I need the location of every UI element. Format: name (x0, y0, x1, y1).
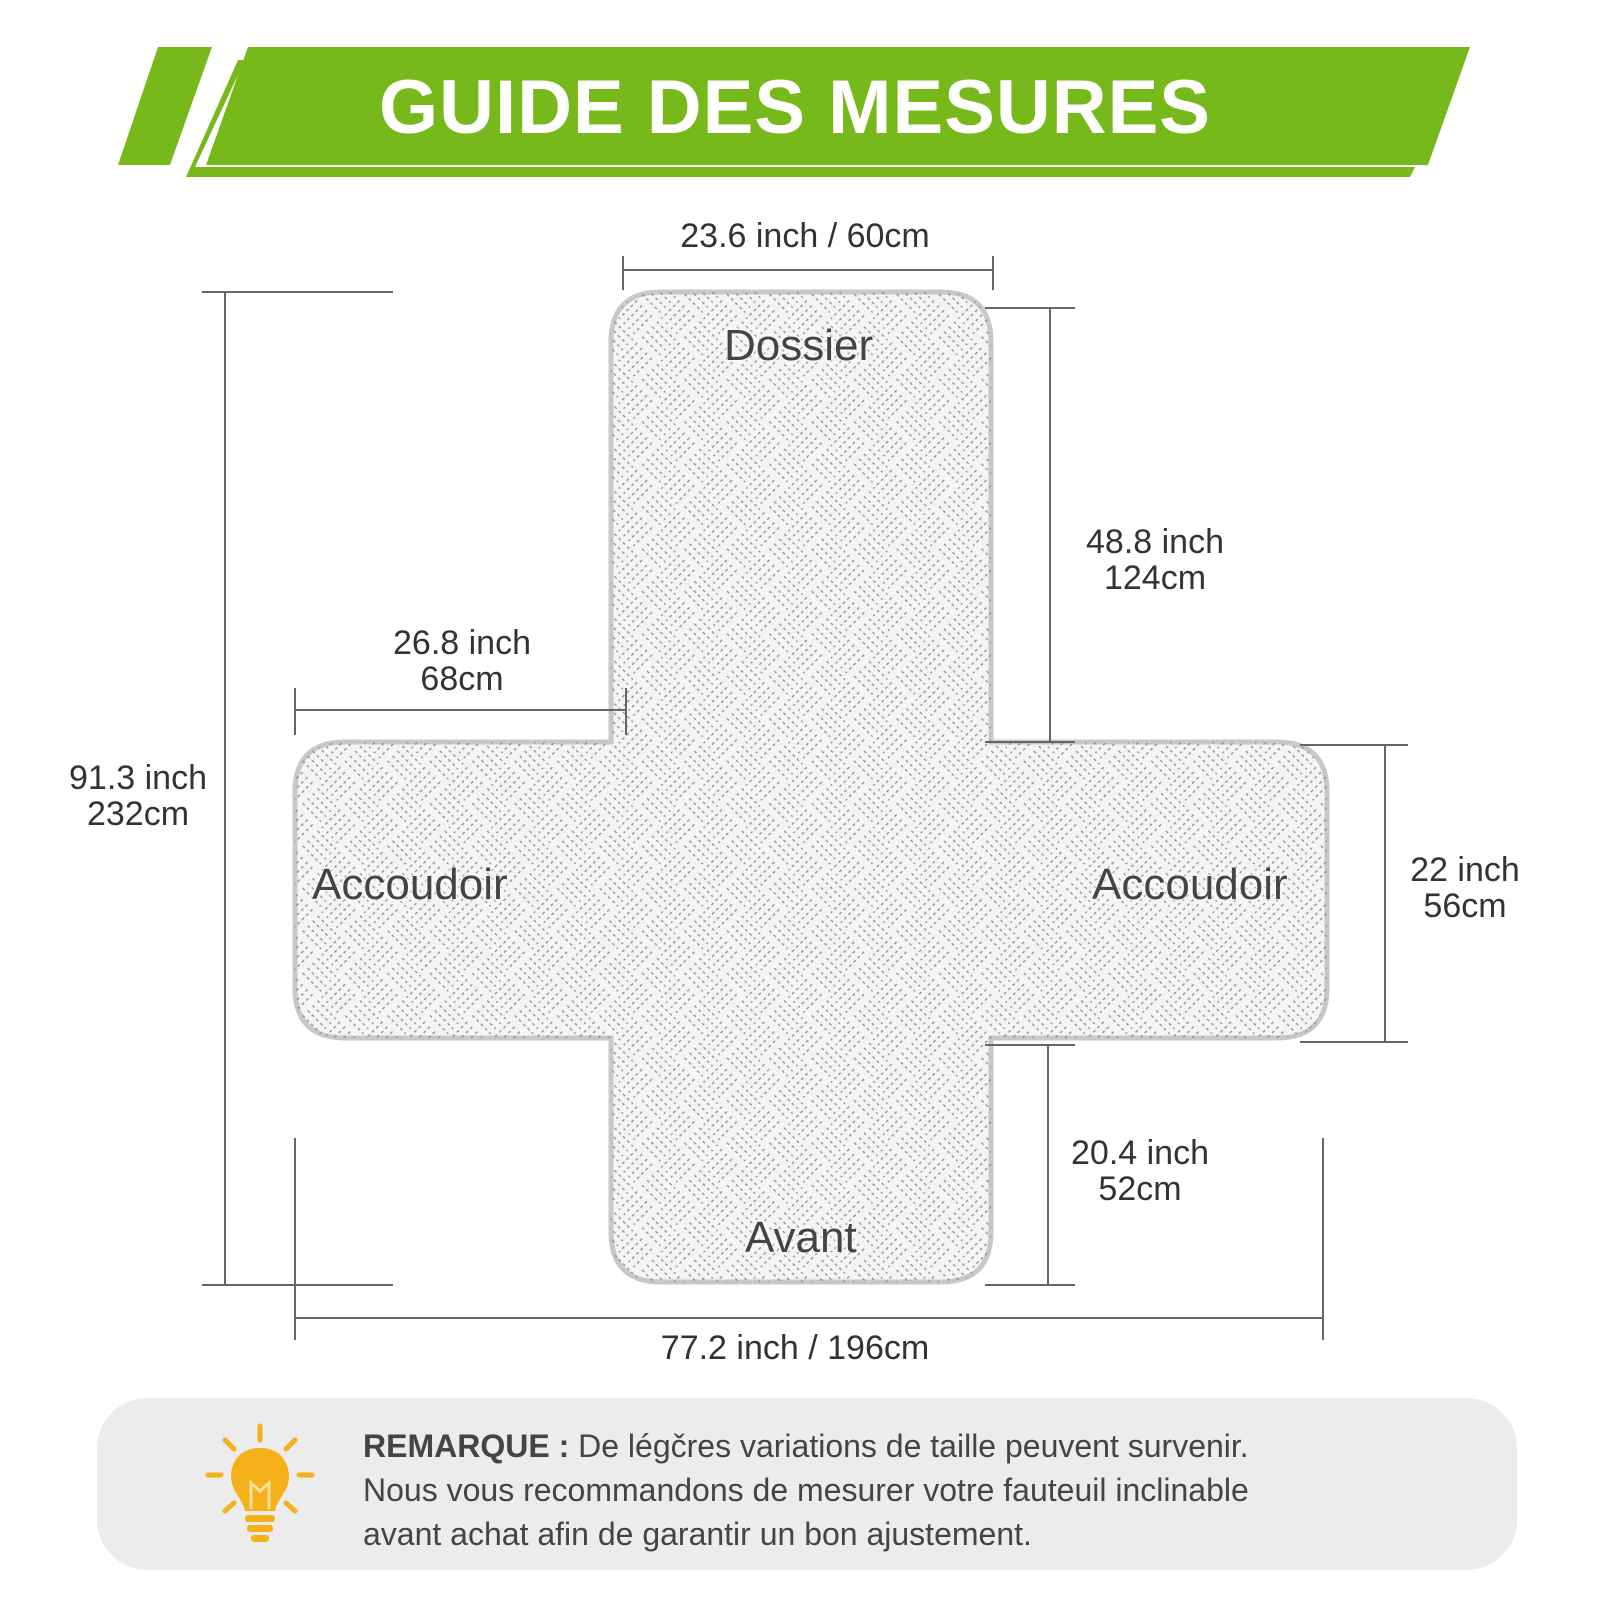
page-title: GUIDE DES MESURES (378, 65, 1212, 150)
front-label: Avant (745, 1213, 857, 1262)
note-line-1 (363, 1424, 1483, 1468)
total-width-text: 77.2 inch / 196cm (660, 1329, 930, 1367)
total-width-label (590, 1330, 1000, 1366)
armrest-length-cm: 68cm (420, 660, 504, 698)
front-length-cm: 52cm (1098, 1170, 1182, 1208)
armrest-width-cm: 56cm (1423, 887, 1507, 925)
total-length-inch: 91.3 inch (69, 759, 207, 797)
front-length-inch: 20.4 inch (1071, 1134, 1209, 1172)
front-length-label (1040, 1135, 1240, 1207)
backrest-label: Dossier (724, 321, 874, 370)
armrest-length-inch: 26.8 inch (393, 624, 531, 662)
backrest-length-inch: 48.8 inch (1086, 523, 1224, 561)
note-line-1-text: De légčres variations de taille peuvent survenir. (569, 1428, 1249, 1464)
armrest-width-inch: 22 inch (1410, 851, 1520, 889)
total-length-label (38, 760, 238, 832)
total-length-cm: 232cm (86, 795, 190, 833)
note-text (363, 1424, 1483, 1556)
note-line-3: avant achat afin de garantir un bon ajustement. (363, 1516, 1032, 1552)
backrest-width-text: 23.6 inch / 60cm (680, 217, 930, 255)
backrest-width-label (640, 218, 970, 254)
note-label: REMARQUE : (363, 1428, 570, 1464)
armrest-length-label (362, 625, 562, 697)
lightbulb-icon (205, 1423, 315, 1548)
backrest-length-label (1055, 524, 1255, 596)
right-armrest-label: Accoudoir (1092, 860, 1288, 909)
note-line-2: Nous vous recommandons de mesurer votre fauteuil inclinable (363, 1472, 1249, 1508)
backrest-length-cm: 124cm (1103, 559, 1207, 597)
left-armrest-label: Accoudoir (312, 860, 508, 909)
armrest-width-label (1375, 852, 1555, 924)
backrest-width-line (623, 256, 993, 290)
